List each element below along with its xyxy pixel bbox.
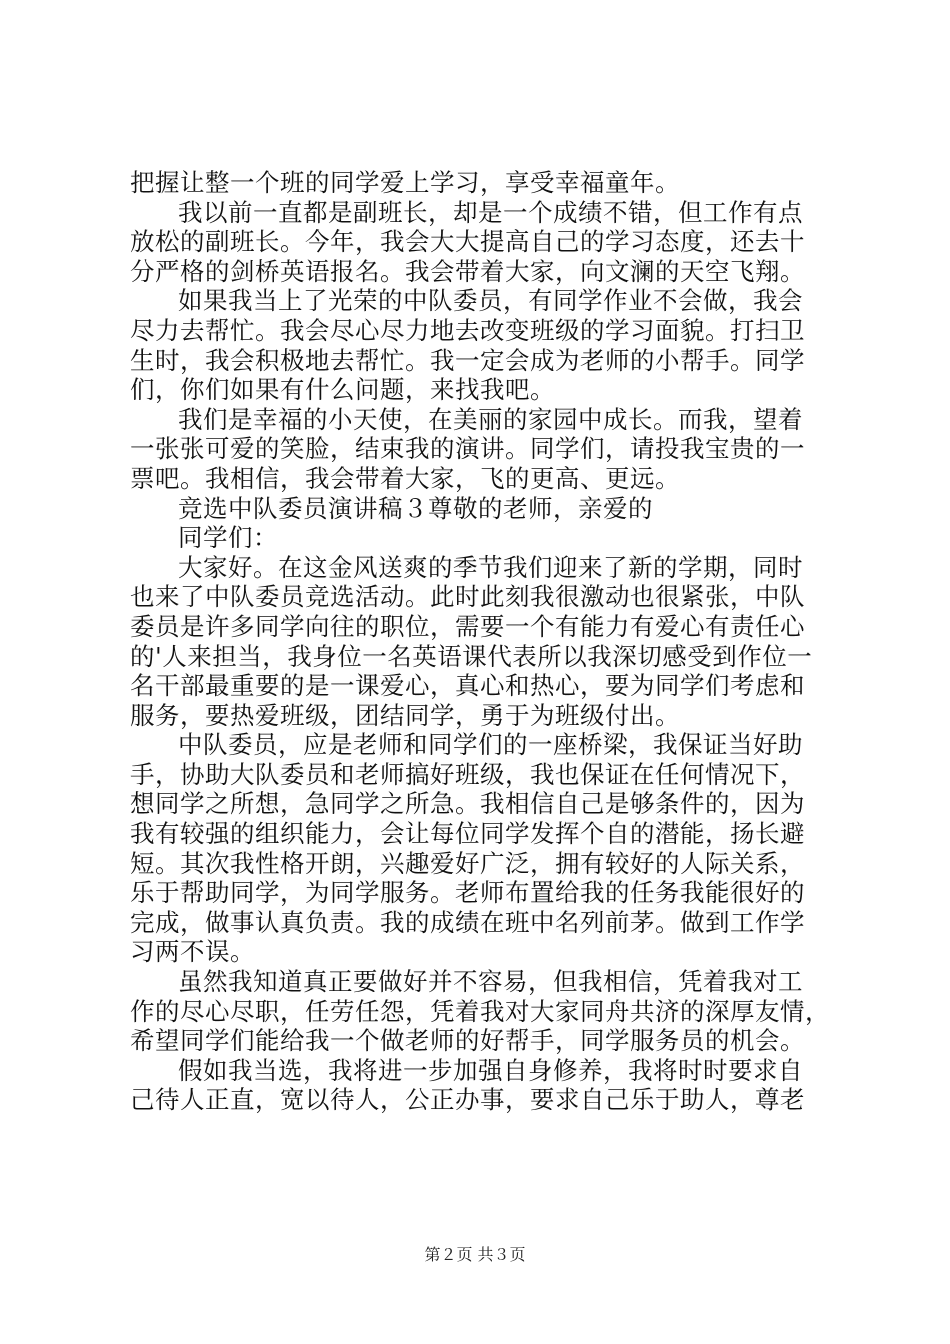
text-line: 想同学之所想，急同学之所急。我相信自己是够条件的，因为 (130, 789, 805, 819)
text-line: 短。其次我性格开朗，兴趣爱好广泛，拥有较好的人际关系， (130, 848, 805, 878)
text-line: 虽然我知道真正要做好并不容易，但我相信，凭着我对工 (178, 967, 803, 997)
text-line: 假如我当选，我将进一步加强自身修养，我将时时要求自 (178, 1055, 803, 1085)
text-line: 如果我当上了光荣的中队委员，有同学作业不会做，我会 (178, 286, 803, 316)
text-line: 我有较强的组织能力，会让每位同学发挥个自的潜能，扬长避 (130, 819, 805, 849)
text-line: 票吧。我相信，我会带着大家，飞的更高、更远。 (130, 463, 680, 493)
text-line: 的'人来担当，我身位一名英语课代表所以我深切感受到作位一 (130, 641, 813, 671)
text-line: 习两不误。 (130, 937, 255, 967)
text-line: 我以前一直都是副班长，却是一个成绩不错，但工作有点 (178, 197, 803, 227)
text-line: 我们是幸福的小天使，在美丽的家园中成长。而我，望着 (178, 404, 803, 434)
text-line: 放松的副班长。今年，我会大大提高自己的学习态度，还去十 (130, 227, 805, 257)
text-line: 们，你们如果有什么问题，来找我吧。 (130, 375, 555, 405)
text-line: 完成，做事认真负责。我的成绩在班中名列前茅。做到工作学 (130, 907, 805, 937)
text-line: 乐于帮助同学，为同学服务。老师布置给我的任务我能很好的 (130, 878, 805, 908)
text-line: 己待人正直，宽以待人，公正办事，要求自己乐于助人，尊老 (130, 1085, 805, 1115)
text-line: 名干部最重要的是一课爱心，真心和热心，要为同学们考虑和 (130, 671, 805, 701)
text-line: 把握让整一个班的同学爱上学习，享受幸福童年。 (130, 168, 680, 197)
text-line: 大家好。在这金风送爽的季节我们迎来了新的学期，同时 (178, 552, 803, 582)
section-heading: 竞选中队委员演讲稿３尊敬的老师，亲爱的 (178, 493, 653, 523)
text-line: 分严格的剑桥英语报名。我会带着大家，向文澜的天空飞翔。 (130, 256, 805, 286)
text-line: 中队委员，应是老师和同学们的一座桥梁，我保证当好助 (178, 730, 803, 760)
page-number-footer: 第２页 共３页 (424, 1245, 526, 1264)
document-body (130, 168, 830, 1115)
text-line: 作的尽心尽职，任劳任怨，凭着我对大家同舟共济的深厚友情， (130, 996, 830, 1026)
text-line: 一张张可爱的笑脸，结束我的演讲。同学们，请投我宝贵的一 (130, 434, 805, 464)
text-line: 尽力去帮忙。我会尽心尽力地去改变班级的学习面貌。打扫卫 (130, 315, 805, 345)
text-line: 服务，要热爱班级，团结同学，勇于为班级付出。 (130, 700, 680, 730)
text-line: 委员是许多同学向往的职位，需要一个有能力有爱心有责任心 (130, 611, 805, 641)
salutation: 同学们： (178, 523, 278, 553)
text-line: 生时，我会积极地去帮忙。我一定会成为老师的小帮手。同学 (130, 345, 805, 375)
text-line: 手，协助大队委员和老师搞好班级，我也保证在任何情况下， (130, 759, 805, 789)
text-line: 也来了中队委员竞选活动。此时此刻我很激动也很紧张，中队 (130, 582, 805, 612)
text-line: 希望同学们能给我一个做老师的好帮手，同学服务员的机会。 (130, 1026, 805, 1056)
